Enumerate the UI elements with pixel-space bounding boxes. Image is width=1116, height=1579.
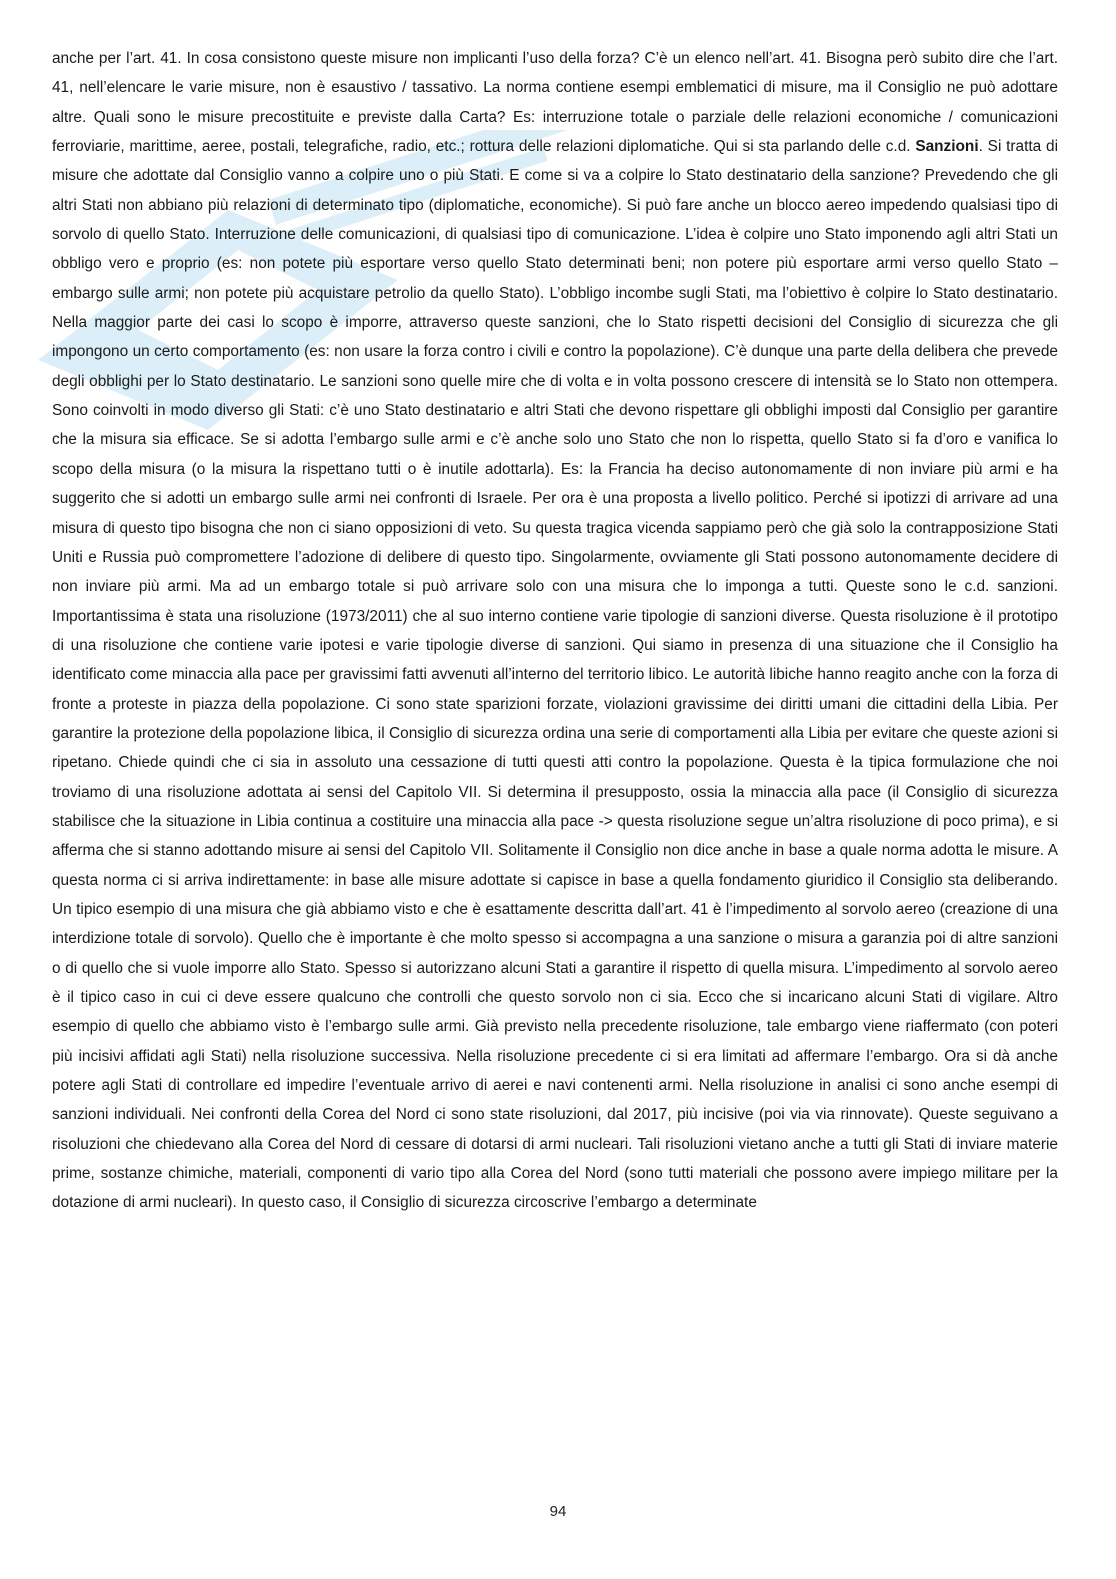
body-text-part-1: anche per l’art. 41. In cosa consistono queste misure non implicanti l’uso della forza? C’è un elenco nell’art. 41. Bisogna però subito dire che l’art. 41, nell’elencare le varie misure, non è esaustivo / tassativo. La norma contiene esempi emblematici di misure, ma il Consiglio ne può adottare altre. Quali sono le misure precostituite e previste dalla Carta? Es: interruzione totale o parziale delle relazioni economiche / comunicazioni ferroviarie, marittime, aeree, postali, telegrafiche, radio, etc.; rottura delle relazioni diplomatiche. Qui si sta parlando delle c.d. <box>52 50 1058 156</box>
body-paragraph <box>52 44 1058 1218</box>
bold-term-sanzioni: Sanzioni <box>915 138 979 156</box>
body-text-part-2: . Si tratta di misure che adottate dal Consiglio vanno a colpire uno o più Stati. E come si va a colpire lo Stato destinatario della sanzione? Prevedendo che gli altri Stati non abbiano più relazioni di determinato tipo (diplomatiche, economiche). Si può fare anche un blocco aereo impedendo qualsiasi tipo di sorvolo di quello Stato. Interruzione delle comunicazioni, di qualsiasi tipo di comunicazione. L’idea è colpire uno Stato imponendo agli altri Stati un obbligo vero e proprio (es: non potete più esportare verso quello Stato determinati beni; non potere più esportare armi verso quello Stato – embargo sulle armi; non potete più acquistare petrolio da quello Stato). L’obbligo incombe sugli Stati, ma l’obiettivo è colpire lo Stato destinatario. Nella maggior parte dei casi lo scopo è imporre, attraverso queste sanzioni, che lo Stato rispetti decisioni del Consiglio di sicurezza che gli impongono un certo comportamento (es: non usare la forza contro i civili e contro la popolazione). C’è dunque una parte della delibera che prevede degli obblighi per lo Stato destinatario. Le sanzioni sono quelle mire che di volta e in volta possono crescere di intensità se lo Stato non ottempera. Sono coinvolti in modo diverso gli Stati: c’è uno Stato destinatario e altri Stati che devono rispettare gli obblighi imposti dal Consiglio per garantire che la misura sia efficace. Se si adotta l’embargo sulle armi e c’è anche solo uno Stato che non lo rispetta, quello Stato si fa d’oro e vanifica lo scopo della misura (o la misura la rispettano tutti o è inutile adottarla). Es: la Francia ha deciso autonomamente di non inviare più armi e ha suggerito che si adotti un embargo sulle armi nei confronti di Israele. Per ora è una proposta a livello politico. Perché si ipotizzi di arrivare ad una misura di questo tipo bisogna che non ci siano opposizioni di veto. Su questa tragica vicenda sappiamo però che già solo la contrapposizione Stati Uniti e Russia può compromettere l’adozione di delibere di questo tipo. Singolarmente, ovviamente gli Stati possono autonomamente decidere di non inviare più armi. Ma ad un embargo totale si può arrivare solo con una misura che lo imponga a tutti. Queste sono le c.d. sanzioni. Importantissima è stata una risoluzione (1973/2011) che al suo interno contiene varie tipologie di sanzioni diverse. Questa risoluzione è il prototipo di una risoluzione che contiene varie ipotesi e varie tipologie diverse di sanzioni. Qui siamo in presenza di una situazione che il Consiglio ha identificato come minaccia alla pace per gravissimi fatti avvenuti all’interno del territorio libico. Le autorità libiche hanno reagito anche con la forza di fronte a proteste in piazza della popolazione. Ci sono state sparizioni forzate, violazioni gravissime dei diritti umani die cittadini della Libia. Per garantire la protezione della popolazione libica, il Consiglio di sicurezza ordina una serie di comportamenti alla Libia per evitare che queste azioni si ripetano. Chiede quindi che ci sia in assoluto una cessazione di tutti questi atti contro la popolazione. Questa è la tipica formulazione che noi troviamo di una risoluzione adottata ai sensi del Capitolo VII. Si determina il presupposto, ossia la minaccia alla pace (il Consiglio di sicurezza stabilisce che la situazione in Libia continua a costituire una minaccia alla pace -> questa risoluzione segue un’altra risoluzione di poco prima), e si afferma che si stanno adottando misure ai sensi del Capitolo VII. Solitamente il Consiglio non dice anche in base a quale norma adotta le misure. A questa norma ci si arriva indirettamente: in base alle misure adottate si capisce in base a quella fondamento giuridico il Consiglio sta deliberando. Un tipico esempio di una misura che già abbiamo visto e che è esattamente descritta dall’art. 41 è l’impedimento al sorvolo aereo (creazione di una interdizione totale di sorvolo). Quello che è importante è che molto spesso si accompagna a una sanzione o misura a garanzia poi di altre sanzioni o di quello che si vuole imporre allo Stato. Spesso si autorizzano alcuni Stati a garantire il rispetto di quella misura. L’impedimento al sorvolo aereo è il tipico caso in cui ci deve essere qualcuno che controlli che questo sorvolo non ci sia. Ecco che si incaricano alcuni Stati di vigilare. Altro esempio di quello che abbiamo visto è l’embargo sulle armi. Già previsto nella precedente risoluzione, tale embargo viene riaffermato (con poteri più incisivi affidati agli Stati) nella risoluzione successiva. Nella risoluzione precedente ci si era limitati ad affermare l’embargo. Ora si dà anche potere agli Stati di controllare ed impedire l’eventuale arrivo di aerei e navi contenenti armi. Nella risoluzione in analisi ci sono anche esempi di sanzioni individuali. Nei confronti della Corea del Nord ci sono state risoluzioni, dal 2017, più incisive (poi via via rinnovate). Queste seguivano a risoluzioni che chiedevano alla Corea del Nord di cessare di dotarsi di armi nucleari. Tali risoluzioni vietano anche a tutti gli Stati di inviare materie prime, sostanze chimiche, materiali, componenti di vario tipo alla Corea del Nord (sono tutti materiali che possono avere impiego militare per la dotazione di armi nucleari). In questo caso, il Consiglio di sicurezza circoscrive l’embargo a determinate <box>52 138 1058 1212</box>
page-number: 94 <box>549 1503 567 1520</box>
